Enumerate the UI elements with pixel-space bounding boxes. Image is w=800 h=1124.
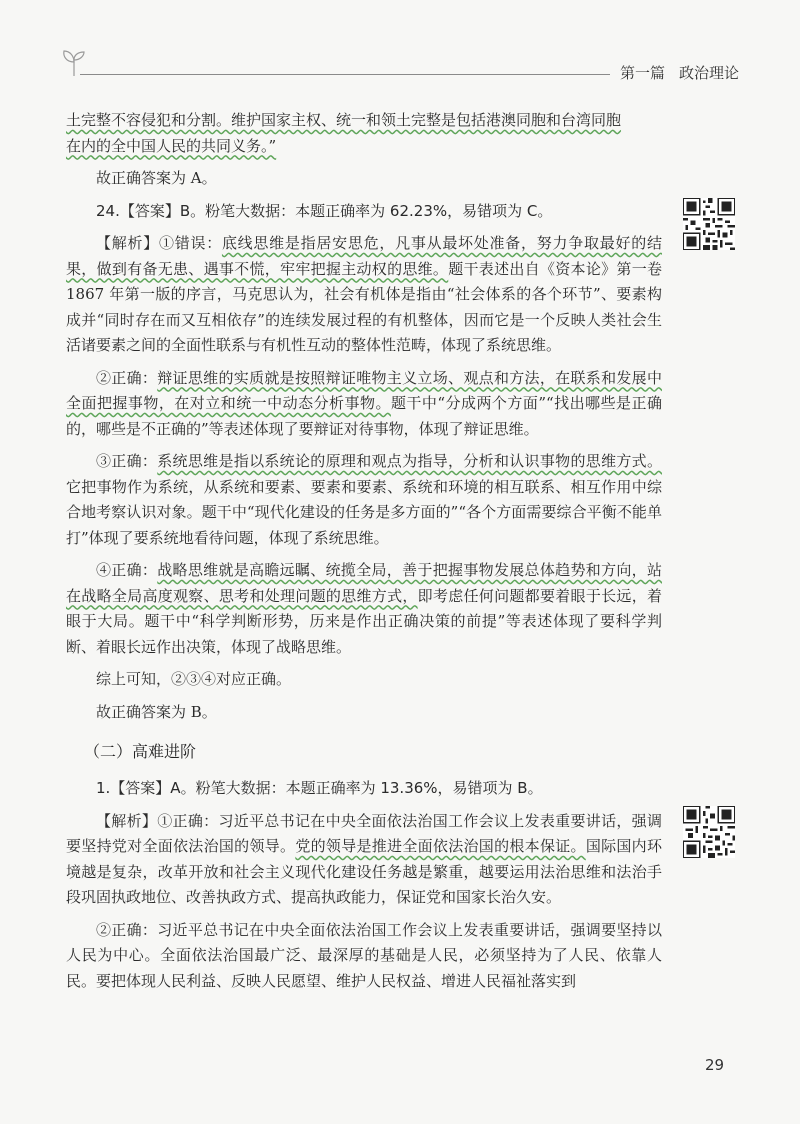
paragraph (66, 108, 662, 159)
answer-line-1: 1.【答案】A。粉笔大数据：本题正确率为 13.36%，易错项为 B。 (96, 779, 543, 797)
item-lead: ①错误： (158, 234, 222, 252)
item-lead: ④正确： (96, 561, 158, 579)
underlined-text: 土完整不容侵犯和分割。维护国家主权、统一和领土完整是包括港澳同胞和台湾同胞 (66, 111, 622, 129)
qr-code-icon[interactable] (683, 806, 735, 858)
underlined-text: 党的领导是推进全面依法治国的根本保证。 (295, 837, 586, 855)
section-title: （二）高难进阶 (84, 742, 197, 761)
analysis-label: 【解析】 (96, 234, 159, 252)
header-rule (80, 74, 610, 75)
underlined-text: 辩证思维的实质就是按照辩证唯物主义立场、观点和方法，在联系和发展中全面把握事物，在对立和统一中动态分析事物。 (66, 368, 662, 412)
analysis-item-2 (66, 366, 662, 443)
underlined-text: 底线思维是指居安思危，凡事从最坏处准备，努力争取最好的结果，做到有备无患、遇事不慌，牢牢把握主动权的思维。 (66, 234, 662, 278)
analysis-item-3 (66, 449, 662, 551)
running-header (0, 0, 800, 95)
page-body (66, 108, 662, 994)
analysis-item-4 (66, 558, 662, 660)
header-chapter: 政治理论 (679, 64, 740, 82)
item-body: 国际国内环境越是复杂，改革开放和社会主义现代化建设任务越是繁重，越要运用法治思维和法治手段巩固执政地位、改善执政方式、提高执政能力，保证党和国家长治久安。 (66, 837, 662, 906)
summary-line: 综上可知，②③④对应正确。 (96, 670, 292, 688)
header-part: 第一篇 (620, 64, 666, 82)
underlined-text: 战略思维就是高瞻远瞩、统揽全局，善于把握事物发展总体趋势和方向，站在战略全局高度观察、思考和处理问题的思维方式， (66, 561, 662, 605)
analysis-item-2: ②正确：习近平总书记在中央全面依法治国工作会议上发表重要讲话，强调要坚持以人民为中心。全面依法治国最广泛、最深厚的基础是人民，必须坚持为了人民、依靠人民。要把体现人民利益、反映人民愿望、维护人民权益、增进人民福祉落实到 (66, 920, 662, 990)
underlined-text: 系统思维是指以系统论的原理和观点为指导，分析和认识事物的思维方式。 (157, 452, 662, 470)
conclusion-line: 故正确答案为 A。 (96, 169, 217, 187)
item-lead: ②正确： (96, 368, 158, 387)
item-body: 即考虑任何问题都要着眼于长远，着眼于大局。题干中“科学判断形势，历来是作出正确决策的前提”等表述体现了要科学判断、着眼长远作出决策，体现了战略思维。 (66, 586, 662, 656)
qr-code-icon[interactable] (683, 198, 735, 250)
item-body: 题干中“分成两个方面”“找出哪些是正确的，哪些是不正确的”等表述体现了要辩证对待事物，体现了辩证思维。 (66, 394, 662, 438)
underlined-text: 在内的全中国人民的共同义务。” (66, 136, 277, 155)
analysis-item-1 (66, 231, 662, 359)
item-lead: ①正确：习近平总书记在中央全面依法治国工作会议上发表重要讲话，强调要坚持党对全面依法治国的领导。 (66, 811, 662, 855)
analysis-item-1 (66, 809, 662, 911)
answer-line-24: 24.【答案】B。粉笔大数据：本题正确率为 62.23%，易错项为 C。 (96, 201, 553, 220)
header-title (620, 62, 753, 83)
item-body: 题干表述出自《资本论》第一卷 1867 年第一版的序言，马克思认为，社会有机体是指由“社会体系的各个环节”、要素构成并“同时存在而又互相依存”的连续发展过程的有机整体，因而它是一个反映人类社会生活诸要素之间的全面性联系与有机性互动的整体性范畴，体现了系统思维。 (66, 259, 662, 354)
item-lead: ③正确： (96, 452, 158, 470)
analysis-label: 【解析】 (96, 811, 158, 830)
conclusion-line: 故正确答案为 B。 (96, 702, 217, 721)
item-body: 它把事物作为系统，从系统和要素、要素和要素、系统和环境的相互联系、相互作用中综合地考察认识对象。题干中“现代化建设的任务是多方面的”“各个方面需要综合平衡不能单打”体现了要系统地看待问题，体现了系统思维。 (66, 477, 662, 547)
page-number: 29 (705, 1056, 725, 1074)
